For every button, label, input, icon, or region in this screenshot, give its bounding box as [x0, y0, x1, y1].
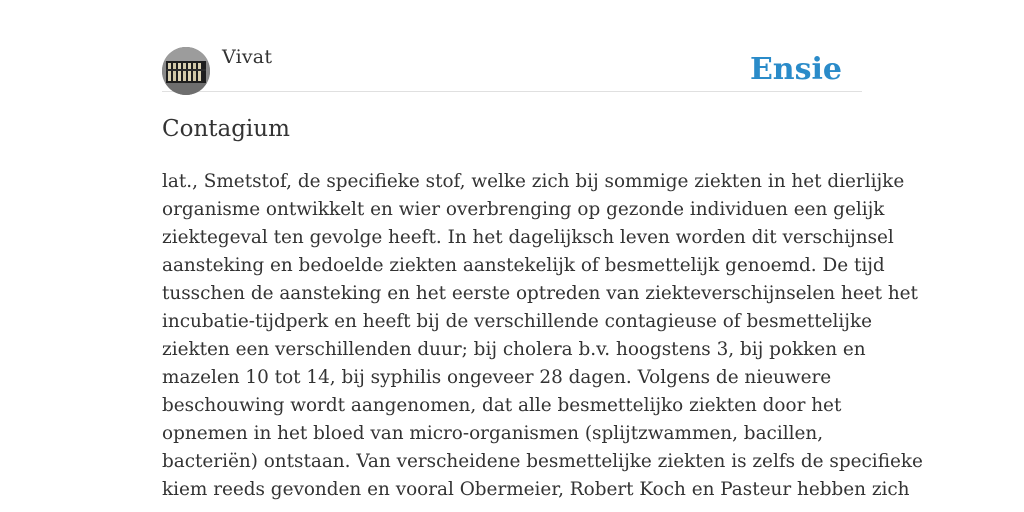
page-title: Contagium	[162, 116, 290, 142]
body-line: lat., Smetstof, de specifieke stof, welke zich bij sommige ziekten in het dierlijke	[162, 171, 905, 192]
body-line: bacteriën) ontstaan. Van verscheidene besmettelijke ziekten is zelfs de specifieke	[162, 451, 923, 472]
body-line: kiem reeds gevonden en vooral Obermeier, Robert Koch en Pasteur hebben zich	[162, 479, 910, 500]
body-line: incubatie-tijdperk en heeft bij de verschillende contagieuse of besmettelijke	[162, 311, 873, 332]
body-line: ziekten een verschillenden duur; bij cholera b.v. hoogstens 3, bij pokken en	[162, 339, 866, 360]
header	[162, 46, 862, 92]
body-line: aansteking en bedoelde ziekten aanstekelijk of besmettelijk genoemd. De tijd	[162, 255, 885, 276]
body-line: ziektegeval ten gevolge heeft. In het dagelijksch leven worden dit verschijnsel	[162, 227, 894, 248]
body-line: organisme ontwikkelt en wier overbrenging op gezonde individuen een gelijk	[162, 199, 885, 220]
body-line: tusschen de aansteking en het eerste optreden van ziekteverschijnselen heet het	[162, 283, 918, 304]
body-line: mazelen 10 tot 14, bij syphilis ongeveer 28 dagen. Volgens de nieuwere	[162, 367, 832, 388]
book-spines-icon[interactable]	[162, 47, 210, 95]
brand-logo[interactable]: Ensie	[749, 52, 842, 87]
body-line: beschouwing wordt aangenomen, dat alle besmettelijko ziekten door het	[162, 395, 842, 416]
source-name[interactable]: Vivat	[222, 46, 273, 68]
body-line: opnemen in het bloed van micro-organismen (splijtzwammen, bacillen,	[162, 423, 824, 444]
entry-body	[162, 168, 923, 504]
